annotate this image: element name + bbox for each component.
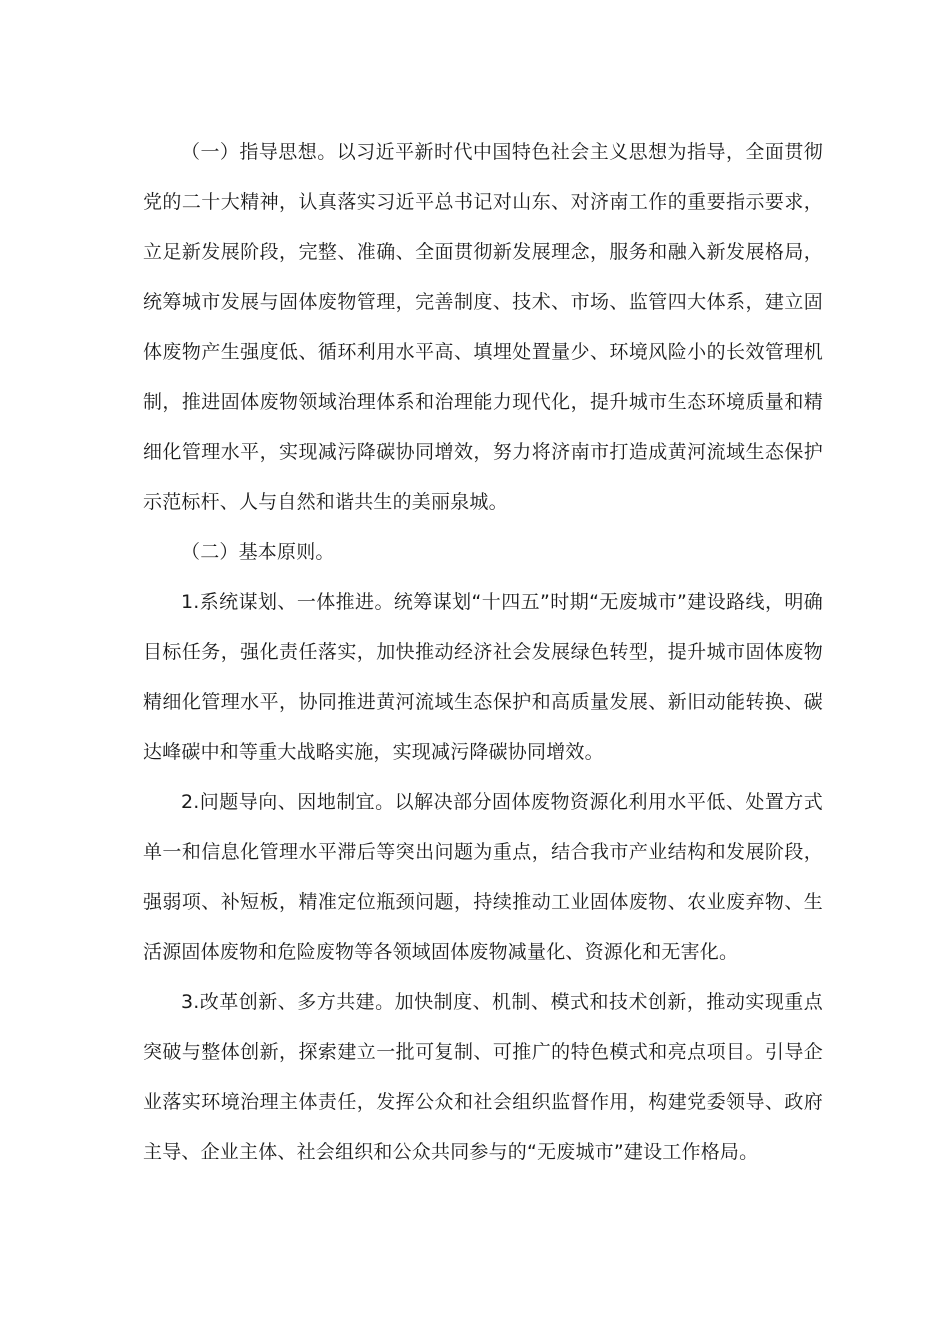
paragraph-principle-2: 2.问题导向、因地制宜。以解决部分固体废物资源化利用水平低、处置方式单一和信息化管理水平滞后等突出问题为重点，结合我市产业结构和发展阶段，强弱项、补短板，精准定位瓶颈问题，持续推动工业固体废物、农业废弃物、生活源固体废物和危险废物等各领域固体废物减量化、资源化和无害化。 [143,791,823,963]
paragraph-basic-principles-heading: （二）基本原则。 [181,541,335,563]
document-body [143,127,823,1177]
paragraph-principle-3: 3.改革创新、多方共建。加快制度、机制、模式和技术创新，推动实现重点突破与整体创新，探索建立一批可复制、可推广的特色模式和亮点项目。引导企业落实环境治理主体责任，发挥公众和社会组织监督作用，构建党委领导、政府主导、企业主体、社会组织和公众共同参与的“无废城市”建设工作格局。 [143,991,823,1163]
paragraph-guiding-ideology: （一）指导思想。以习近平新时代中国特色社会主义思想为指导，全面贯彻党的二十大精神，认真落实习近平总书记对山东、对济南工作的重要指示要求，立足新发展阶段，完整、准确、全面贯彻新发展理念，服务和融入新发展格局，统筹城市发展与固体废物管理，完善制度、技术、市场、监管四大体系，建立固体废物产生强度低、循环利用水平高、填埋处置量少、环境风险小的长效管理机制，推进固体废物领域治理体系和治理能力现代化，提升城市生态环境质量和精细化管理水平，实现减污降碳协同增效，努力将济南市打造成黄河流域生态保护示范标杆、人与自然和谐共生的美丽泉城。 [143,141,823,513]
paragraph-principle-1: 1.系统谋划、一体推进。统筹谋划“十四五”时期“无废城市”建设路线，明确目标任务，强化责任落实，加快推动经济社会发展绿色转型，提升城市固体废物精细化管理水平，协同推进黄河流域生态保护和高质量发展、新旧动能转换、碳达峰碳中和等重大战略实施，实现减污降碳协同增效。 [143,591,823,763]
